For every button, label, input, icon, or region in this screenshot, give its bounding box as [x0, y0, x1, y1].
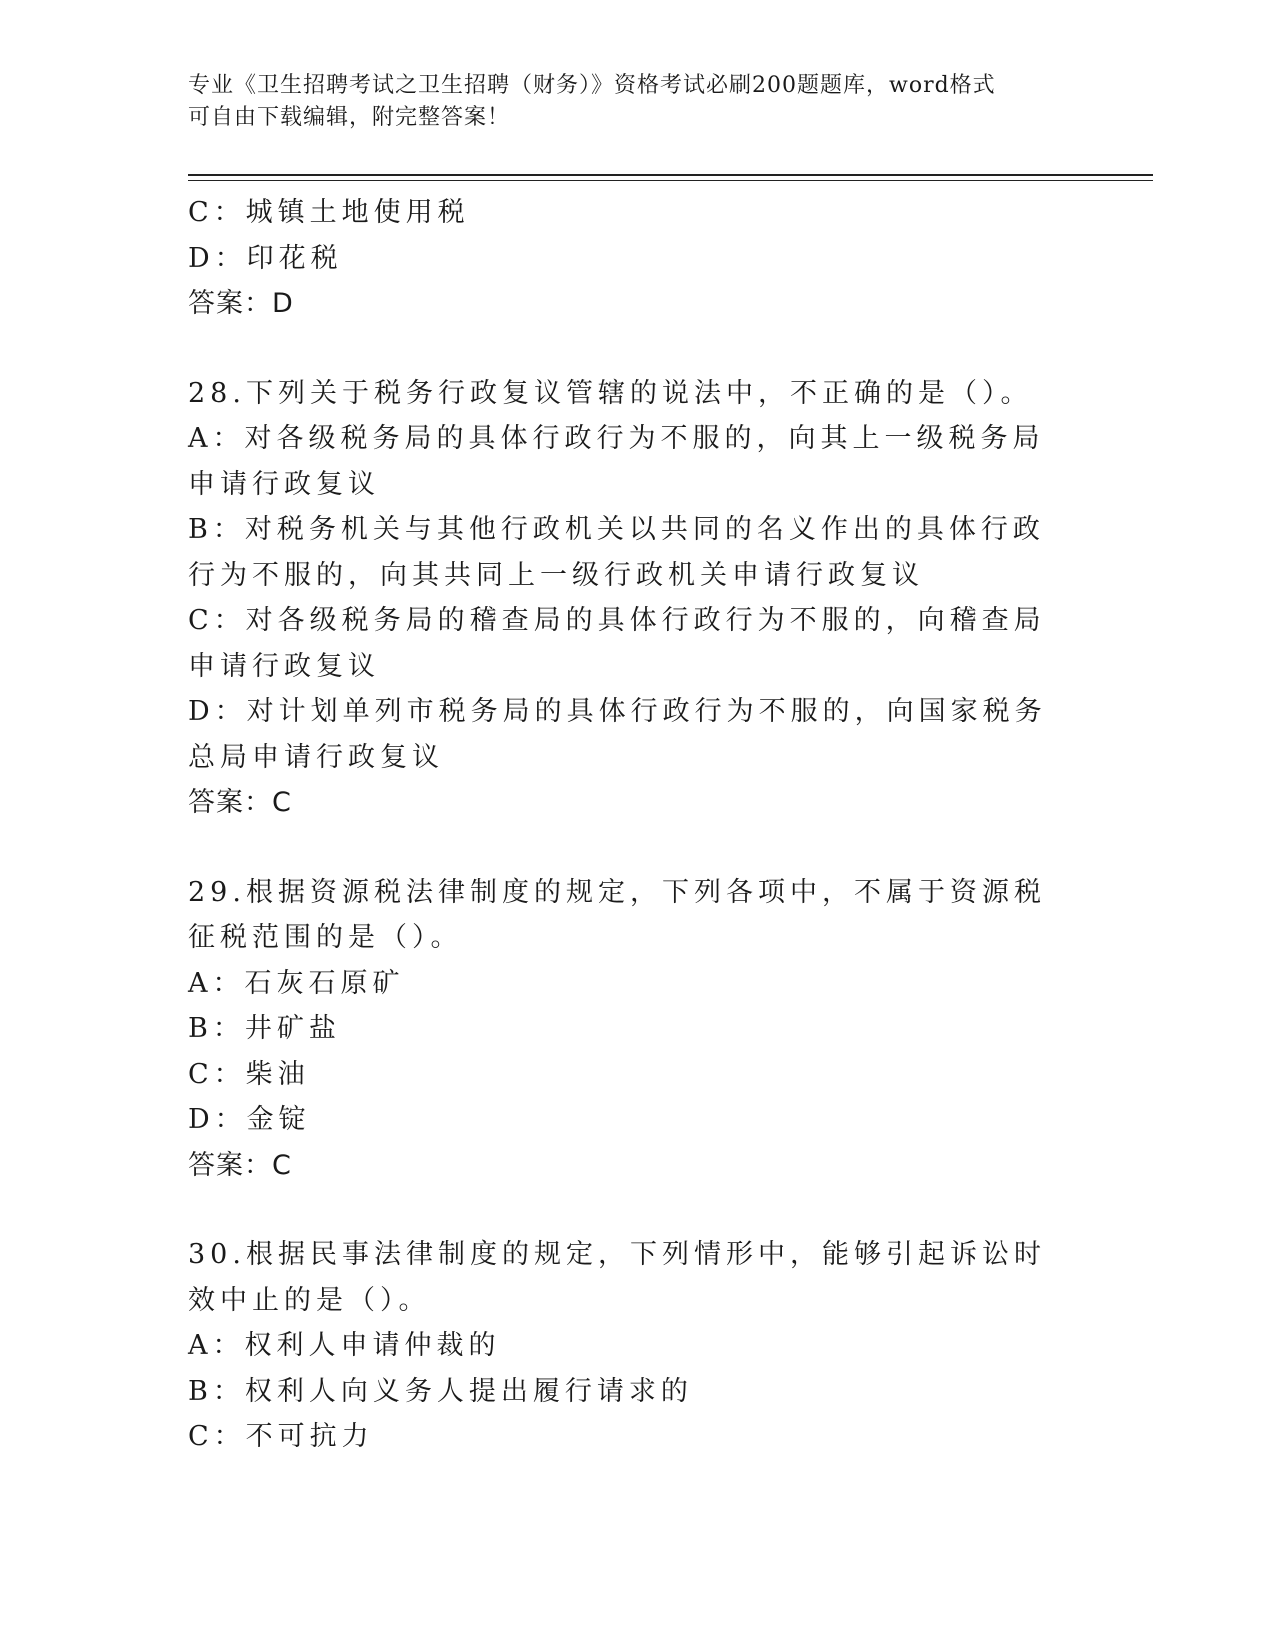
header-title-line-2: 可自由下载编辑，附完整答案！ [188, 105, 511, 130]
option-d: D：对计划单列市税务局的具体行政行为不服的，向国家税务总局申请行政复议 [188, 696, 1047, 773]
spacer [188, 826, 1068, 870]
option-b: B：井矿盐 [188, 1013, 341, 1044]
question-27-tail [188, 190, 1068, 327]
document-header [188, 70, 1068, 134]
question-28 [188, 371, 1068, 826]
spacer [188, 1188, 1068, 1232]
option-c: C：不可抗力 [188, 1421, 374, 1452]
option-c: C：城镇土地使用税 [188, 197, 470, 228]
question-stem: 28.下列关于税务行政复议管辖的说法中，不正确的是（）。 [188, 377, 1033, 409]
option-a: A：石灰石原矿 [188, 967, 405, 999]
option-c: C：柴油 [188, 1058, 310, 1090]
option-a: A：权利人申请仲裁的 [188, 1330, 501, 1361]
question-list [188, 190, 1068, 1460]
answer-line: 答案：C [188, 787, 292, 818]
option-a: A：对各级税务局的具体行政行为不服的，向其上一级税务局申请行政复议 [188, 423, 1045, 500]
option-d: D：金锭 [188, 1104, 311, 1135]
spacer [188, 327, 1068, 371]
question-30 [188, 1232, 1068, 1460]
option-d: D：印花税 [188, 242, 343, 274]
option-b: B：权利人向义务人提出履行请求的 [188, 1375, 693, 1407]
header-rule-thick [188, 174, 1153, 176]
answer-line: 答案：D [188, 288, 294, 319]
answer-line: 答案：C [188, 1149, 292, 1181]
header-rule-thin [188, 180, 1153, 181]
question-stem: 30.根据民事法律制度的规定，下列情形中，能够引起诉讼时效中止的是（）。 [188, 1239, 1046, 1316]
option-b: B：对税务机关与其他行政机关以共同的名义作出的具体行政行为不服的，向其共同上一级行政机关申请行政复议 [188, 514, 1045, 591]
question-stem: 29.根据资源税法律制度的规定，下列各项中，不属于资源税征税范围的是（）。 [188, 876, 1046, 953]
question-29 [188, 870, 1068, 1189]
option-c: C：对各级税务局的稽查局的具体行政行为不服的，向稽查局申请行政复议 [188, 605, 1046, 682]
header-title-line-1: 专业《卫生招聘考试之卫生招聘（财务）》资格考试必刷200题题库，word格式 [188, 73, 996, 98]
